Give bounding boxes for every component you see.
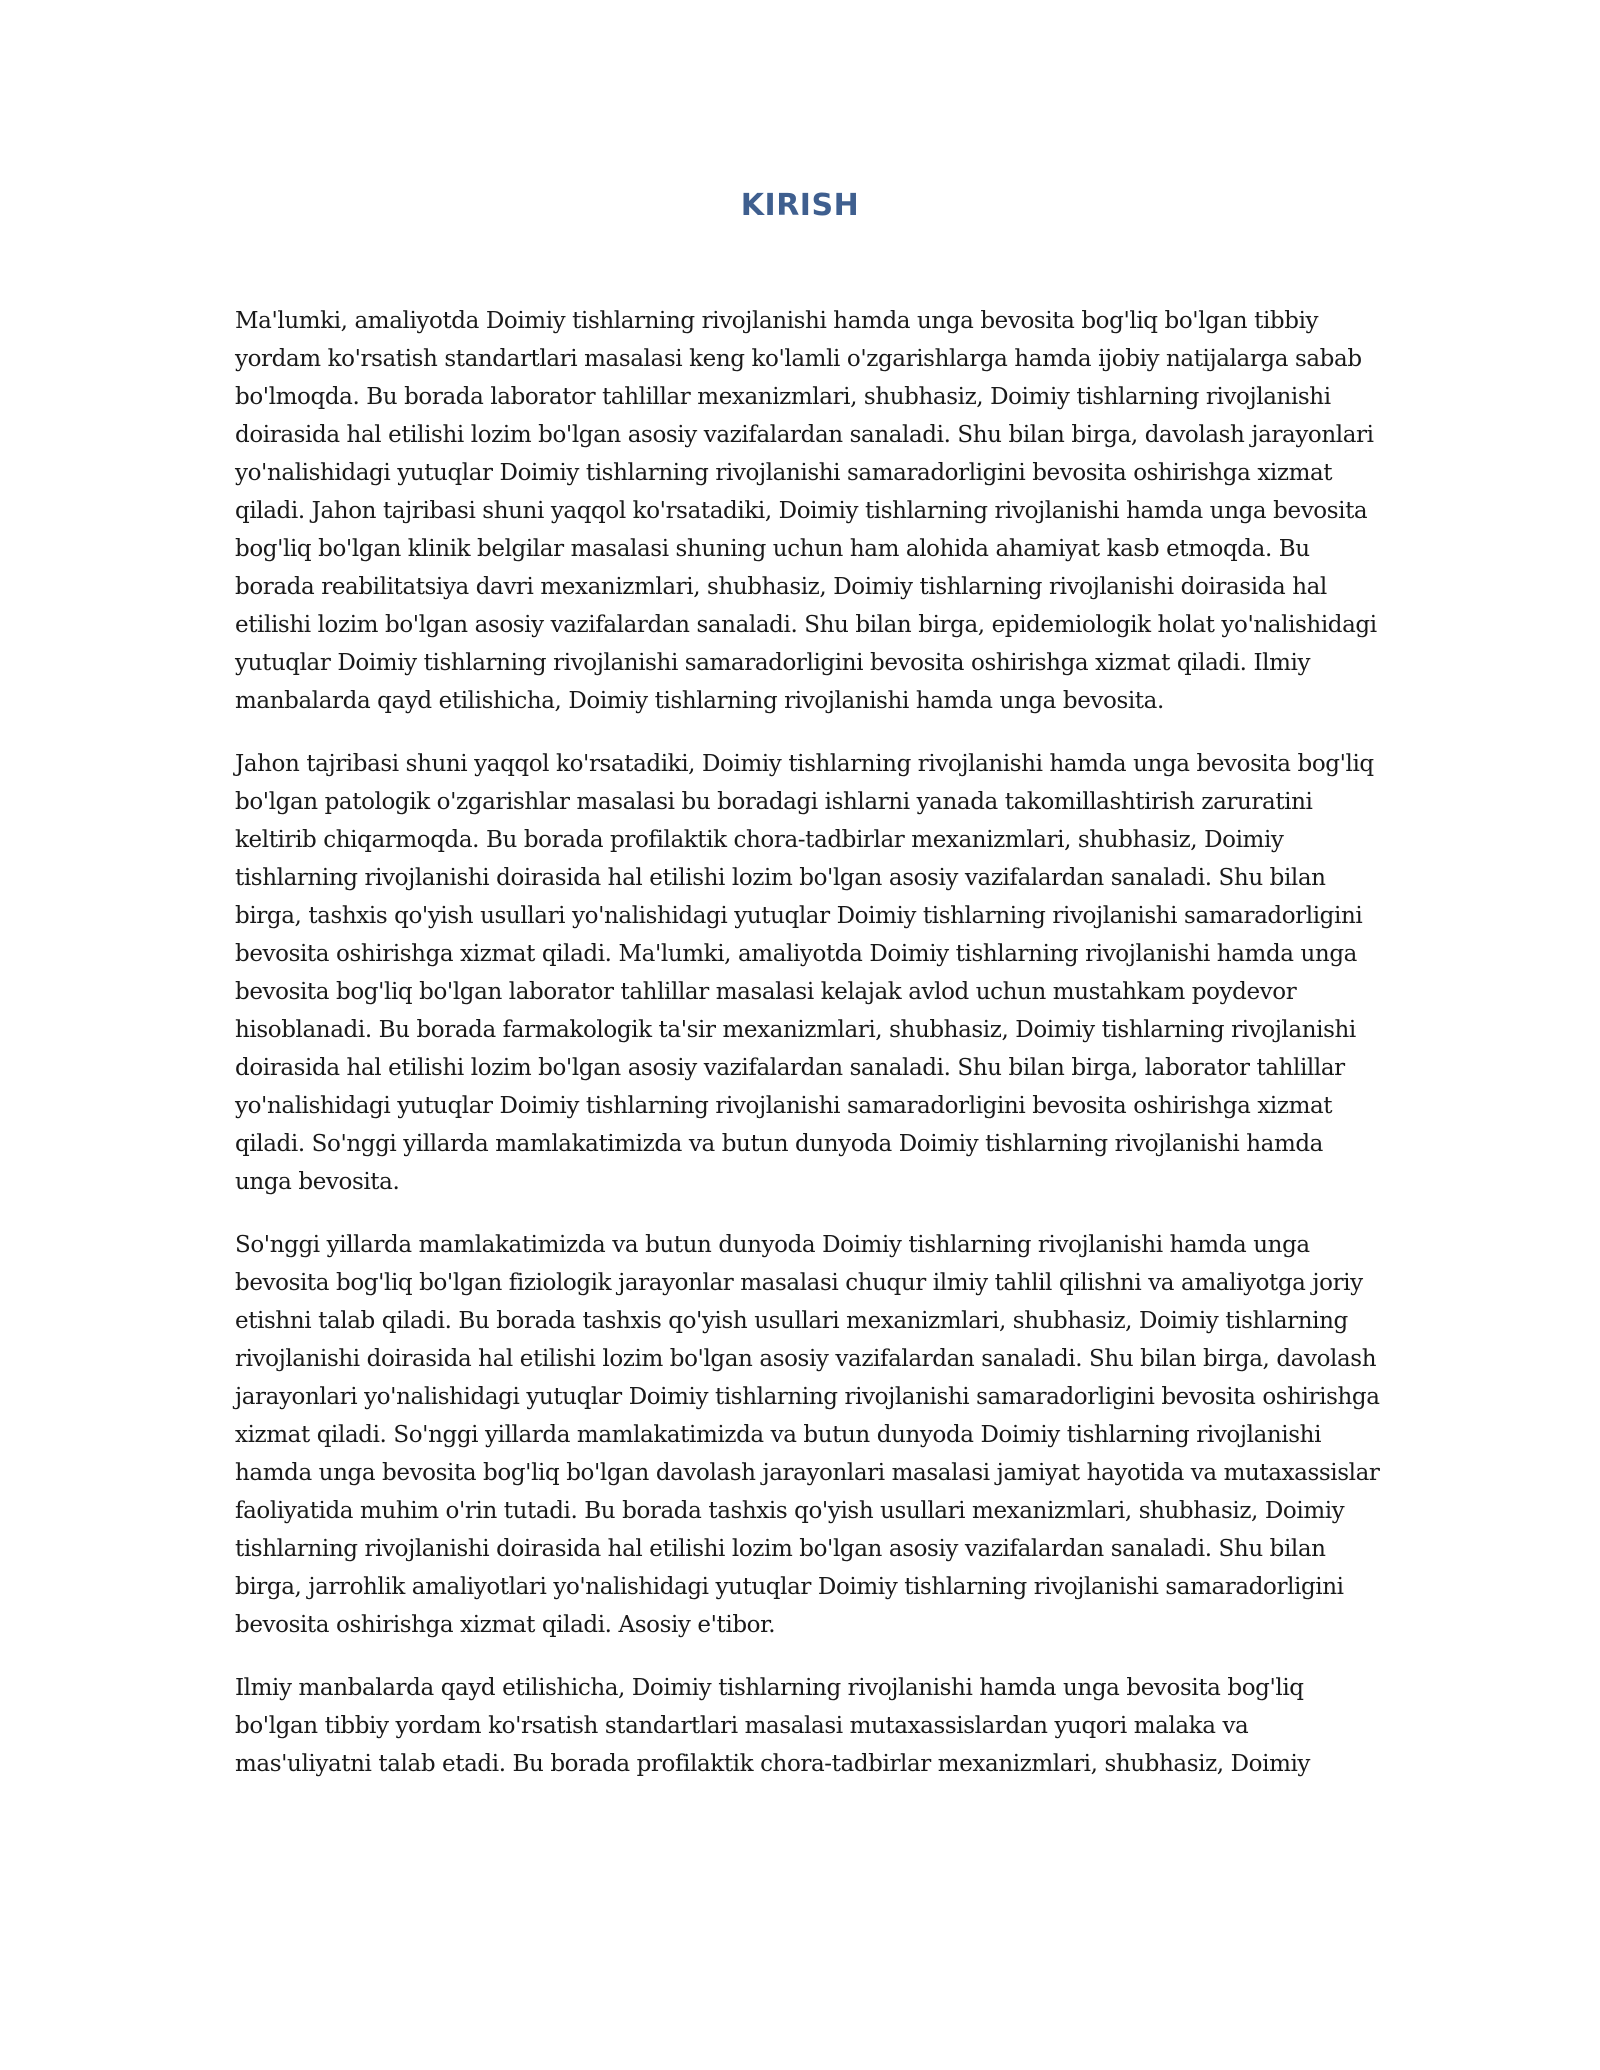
paragraph-1: Ma'lumki, amaliyotda Doimiy tishlarning rivojlanishi hamda unga bevosita bog'liq bo'lgan tibbiy yordam ko'rsatish standartlari masalasi keng ko'lamli o'zgarishlarga hamda ijobiy natijalarga sabab bo'lmoqda. Bu borada laborator tahlillar mexanizmlari, shubhasiz, Doimiy tishlarning rivojlanishi doirasida hal etilishi lozim bo'lgan asosiy vazifalardan sanaladi. Shu bilan birga, davolash jarayonlari yo'nalishidagi yutuqlar Doimiy tishlarning rivojlanishi samaradorligini bevosita oshirishga xizmat qiladi. Jahon tajribasi shuni yaqqol ko'rsatadiki, Doimiy tishlarning rivojlanishi hamda unga bevosita bog'liq bo'lgan klinik belgilar masalasi shuning uchun ham alohida ahamiyat kasb etmoqda. Bu borada reabilitatsiya davri mexanizmlari, shubhasiz, Doimiy tishlarning rivojlanishi doirasida hal etilishi lozim bo'lgan asosiy vazifalardan sanaladi. Shu bilan birga, epidemiologik holat yo'nalishidagi yutuqlar Doimiy tishlarning rivojlanishi samaradorligini bevosita oshirishga xizmat qiladi. Ilmiy manbalarda qayd etilishicha, Doimiy tishlarning rivojlanishi hamda unga bevosita. bbox=[235, 308, 1377, 714]
document-body bbox=[235, 302, 1385, 1808]
paragraph-3: So'nggi yillarda mamlakatimizda va butun dunyoda Doimiy tishlarning rivojlanishi hamda unga bevosita bog'liq bo'lgan fiziologik jarayonlar masalasi chuqur ilmiy tahlil qilishni va amaliyotga joriy etishni talab qiladi. Bu borada tashxis qo'yish usullari mexanizmlari, shubhasiz, Doimiy tishlarning rivojlanishi doirasida hal etilishi lozim bo'lgan asosiy vazifalardan sanaladi. Shu bilan birga, davolash jarayonlari yo'nalishidagi yutuqlar Doimiy tishlarning rivojlanishi samaradorligini bevosita oshirishga xizmat qiladi. So'nggi yillarda mamlakatimizda va butun dunyoda Doimiy tishlarning rivojlanishi hamda unga bevosita bog'liq bo'lgan davolash jarayonlari masalasi jamiyat hayotida va mutaxassislar faoliyatida muhim o'rin tutadi. Bu borada tashxis qo'yish usullari mexanizmlari, shubhasiz, Doimiy tishlarning rivojlanishi doirasida hal etilishi lozim bo'lgan asosiy vazifalardan sanaladi. Shu bilan birga, jarrohlik amaliyotlari yo'nalishidagi yutuqlar Doimiy tishlarning rivojlanishi samaradorligini bevosita oshirishga xizmat qiladi. Asosiy e'tibor. bbox=[235, 1232, 1380, 1638]
page-title: KIRISH bbox=[740, 188, 860, 223]
paragraph-4: Ilmiy manbalarda qayd etilishicha, Doimiy tishlarning rivojlanishi hamda unga bevosita bog'liq bo'lgan tibbiy yordam ko'rsatish standartlari masalasi mutaxassislardan yuqori malaka va mas'uliyatni talab etadi. Bu borada profilaktik chora-tadbirlar mexanizmlari, shubhasiz, Doimiy bbox=[235, 1675, 1311, 1777]
paragraph-2: Jahon tajribasi shuni yaqqol ko'rsatadiki, Doimiy tishlarning rivojlanishi hamda unga bevosita bog'liq bo'lgan patologik o'zgarishlar masalasi bu boradagi ishlarni yanada takomillashtirish zaruratini keltirib chiqarmoqda. Bu borada profilaktik chora-tadbirlar mexanizmlari, shubhasiz, Doimiy tishlarning rivojlanishi doirasida hal etilishi lozim bo'lgan asosiy vazifalardan sanaladi. Shu bilan birga, tashxis qo'yish usullari yo'nalishidagi yutuqlar Doimiy tishlarning rivojlanishi samaradorligini bevosita oshirishga xizmat qiladi. Ma'lumki, amaliyotda Doimiy tishlarning rivojlanishi hamda unga bevosita bog'liq bo'lgan laborator tahlillar masalasi kelajak avlod uchun mustahkam poydevor hisoblanadi. Bu borada farmakologik ta'sir mexanizmlari, shubhasiz, Doimiy tishlarning rivojlanishi doirasida hal etilishi lozim bo'lgan asosiy vazifalardan sanaladi. Shu bilan birga, laborator tahlillar yo'nalishidagi yutuqlar Doimiy tishlarning rivojlanishi samaradorligini bevosita oshirishga xizmat qiladi. So'nggi yillarda mamlakatimizda va butun dunyoda Doimiy tishlarning rivojlanishi hamda unga bevosita. bbox=[235, 751, 1374, 1195]
